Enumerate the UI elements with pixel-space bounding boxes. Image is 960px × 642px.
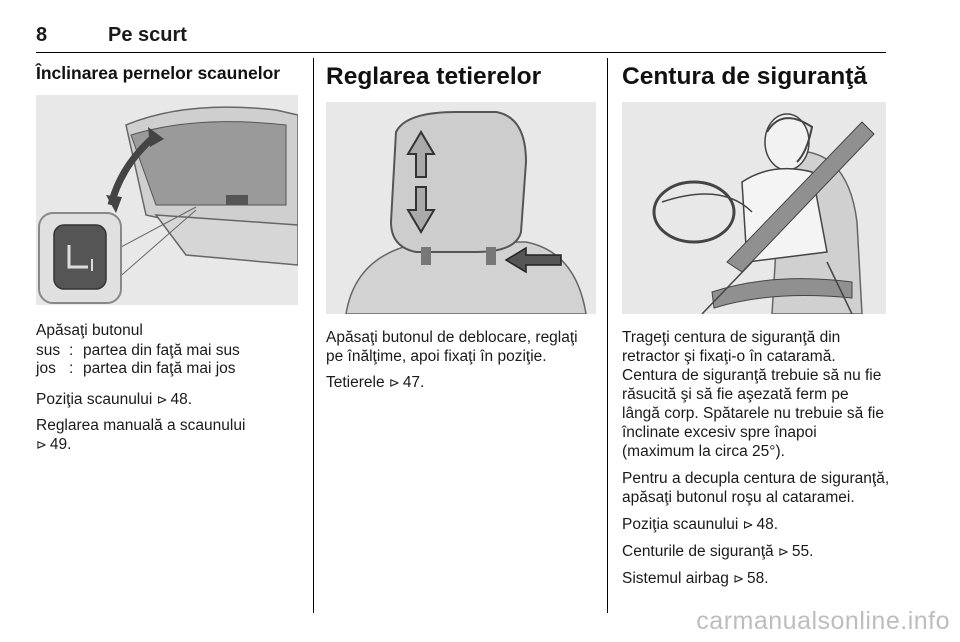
intro-text: Apăsaţi butonul (36, 322, 143, 339)
section-seat-cushion-tilt (36, 58, 300, 454)
section-seat-belt (622, 58, 890, 588)
definition-row-down (36, 360, 300, 378)
page-ref-arrow-icon: ⊳ (742, 517, 754, 532)
column-divider-2 (607, 58, 608, 613)
definition-description: partea din faţă mai sus (83, 342, 240, 359)
reference-page: 49. (49, 436, 72, 453)
reference-text: Centurile de siguranţă (622, 543, 774, 560)
definition-term: sus (36, 342, 61, 359)
reference-page: 48. (170, 391, 193, 408)
page-ref-arrow-icon: ⊳ (388, 375, 400, 390)
seat-tilt-illustration (36, 95, 298, 305)
reference-text: Poziţia scaunului (622, 516, 739, 533)
cross-reference-head-restraints[interactable] (326, 373, 596, 392)
column-divider-1 (313, 58, 314, 613)
cross-reference-airbag-system[interactable] (622, 569, 890, 588)
definition-row-up (36, 342, 300, 360)
cross-reference-manual-seat[interactable] (36, 416, 300, 454)
page-number: 8 (36, 24, 48, 46)
cross-reference-seat-position[interactable] (622, 515, 890, 534)
reference-text: Tetierele (326, 374, 385, 391)
reference-page: 47. (402, 374, 425, 391)
section-title: Reglarea tetierelor (326, 63, 542, 90)
definition-separator: : (69, 360, 74, 377)
reference-text: Reglarea manuală a scaunului (36, 417, 246, 434)
unbuckle-text: Pentru a decupla centura de siguranţă, apăsaţi butonul roşu al cataramei. (622, 470, 890, 506)
reference-text: Poziţia scaunului (36, 391, 153, 408)
page-ref-arrow-icon: ⊳ (156, 392, 168, 407)
instruction-text: Trageţi centura de siguranţă din retractor şi fixaţi-o în cataramă. Centura de siguranţă trebuie să nu fie răsucită şi să fie aşezată ferm pe lângă corp. Spătarele nu trebuie să fie înclinate excesiv spre înapoi (maximum la circa 25°). (622, 329, 884, 460)
chapter-title: Pe scurt (108, 24, 187, 46)
reference-text: Sistemul airbag (622, 570, 729, 587)
cross-reference-seat-position[interactable] (36, 390, 300, 409)
button-definitions (36, 342, 300, 378)
definition-separator: : (69, 342, 74, 359)
section-title: Înclinarea pernelor scaunelor (36, 63, 281, 83)
instruction-text: Apăsaţi butonul de deblocare, reglaţi pe înălţime, apoi fixaţi în poziţie. (326, 329, 578, 365)
section-head-restraints (326, 58, 596, 392)
reference-page: 58. (747, 570, 769, 587)
cross-reference-seat-belts[interactable] (622, 542, 890, 561)
reference-page: 55. (791, 543, 814, 560)
seat-belt-illustration (622, 102, 886, 314)
page-ref-arrow-icon: ⊳ (777, 544, 789, 559)
head-restraint-illustration (326, 102, 596, 314)
page-header (36, 22, 886, 53)
definition-description: partea din faţă mai jos (83, 360, 236, 377)
page-ref-arrow-icon: ⊳ (36, 437, 47, 452)
reference-page: 48. (756, 516, 779, 533)
page-ref-arrow-icon: ⊳ (733, 571, 745, 586)
section-title: Centura de siguranţă (622, 63, 868, 90)
watermark: carmanualsonline.info (696, 607, 950, 635)
definition-term: jos (36, 360, 56, 377)
